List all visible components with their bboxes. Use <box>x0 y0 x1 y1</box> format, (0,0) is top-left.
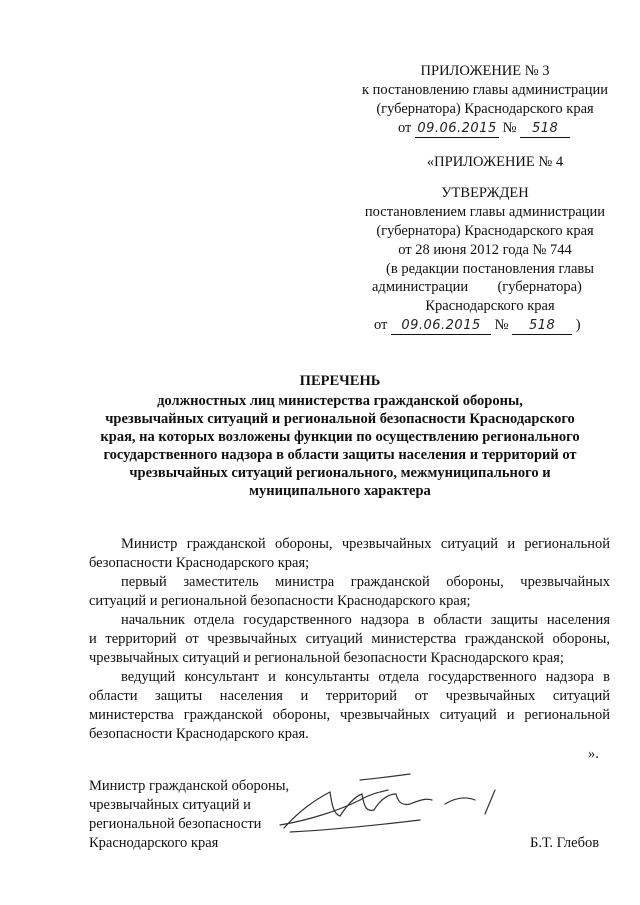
heading-line: государственного надзора в области защиты населения и территорий от <box>103 447 577 463</box>
appendix4-from-label: от <box>374 317 388 333</box>
document-title: ПЕРЕЧЕНЬ <box>299 373 381 389</box>
signature-title-line: Министр гражданской обороны, <box>89 778 290 794</box>
appendix4-line4: (в редакции постановления главы <box>386 261 594 277</box>
body-line: первый заместитель министра гражданской обороны, чрезвычайных <box>121 574 610 590</box>
body-line: начальник отдела государственного надзора в области защиты населения <box>121 612 610 628</box>
signature-title-line: региональной безопасности <box>89 816 262 832</box>
body-line: и территорий от чрезвычайных ситуаций министерства гражданской обороны, <box>89 631 610 647</box>
appendix4-title: «ПРИЛОЖЕНИЕ № 4 <box>426 154 564 170</box>
appendix4-line5 <box>372 279 582 296</box>
closing-quote: ». <box>588 746 599 762</box>
appendix4-line1: постановлением главы администрации <box>364 204 606 220</box>
heading-line: чрезвычайных ситуаций и региональной безопасности Краснодарского <box>105 411 575 427</box>
signature-title-line: Краснодарского края <box>89 835 219 851</box>
appendix4-num-label: № <box>494 317 509 333</box>
body-line: Министр гражданской обороны, чрезвычайных ситуаций и региональной <box>121 536 610 552</box>
appendix3-from-label: от <box>398 120 412 136</box>
signature-title-line: чрезвычайных ситуаций и <box>89 797 251 813</box>
body-line: области защиты населения и территорий от чрезвычайных ситуаций <box>89 688 610 704</box>
body-line: министерства гражданской обороны, чрезвычайных ситуаций и региональной <box>89 707 610 723</box>
appendix3-line1: к постановлению главы администрации <box>361 82 609 98</box>
body-line: безопасности Краснодарского края. <box>89 726 309 742</box>
approved-label: УТВЕРЖДЕН <box>441 185 529 201</box>
appendix4-line2: (губернатора) Краснодарского края <box>376 223 594 239</box>
appendix4-line5b: (губернатора) <box>497 279 582 295</box>
heading-line: должностных лиц министерства гражданской обороны, <box>157 393 523 409</box>
appendix3-date: 09.06.2015 <box>415 120 499 138</box>
appendix4-close-paren: ) <box>575 317 581 333</box>
heading-line: муниципального характера <box>249 483 431 499</box>
appendix3-title: ПРИЛОЖЕНИЕ № 3 <box>420 63 550 79</box>
appendix4-date: 09.06.2015 <box>391 317 491 335</box>
appendix4-line5a: администрации <box>372 279 469 295</box>
heading-line: края, на которых возложены функции по осуществлению регионального <box>100 429 580 445</box>
handwritten-signature <box>270 770 510 840</box>
appendix4-number: 518 <box>512 317 572 335</box>
body-line: безопасности Краснодарского края; <box>89 555 310 571</box>
appendix4-line6: Краснодарского края <box>425 298 555 314</box>
body-line: ведущий консультант и консультанты отдела государственного надзора в <box>121 669 610 685</box>
appendix4-date-line <box>374 317 581 335</box>
appendix4-line3: от 28 июня 2012 года № 744 <box>398 242 572 258</box>
appendix3-date-line <box>398 120 570 138</box>
appendix3-num-label: № <box>502 120 517 136</box>
heading-line: чрезвычайных ситуаций регионального, межмуниципального и <box>129 465 551 481</box>
body-line: ситуаций и региональной безопасности Краснодарского края; <box>89 593 471 609</box>
appendix3-line2: (губернатора) Краснодарского края <box>376 101 594 117</box>
appendix3-number: 518 <box>520 120 570 138</box>
signatory-name: Б.Т. Глебов <box>530 835 600 851</box>
body-line: чрезвычайных ситуаций и региональной безопасности Краснодарского края; <box>89 650 564 666</box>
